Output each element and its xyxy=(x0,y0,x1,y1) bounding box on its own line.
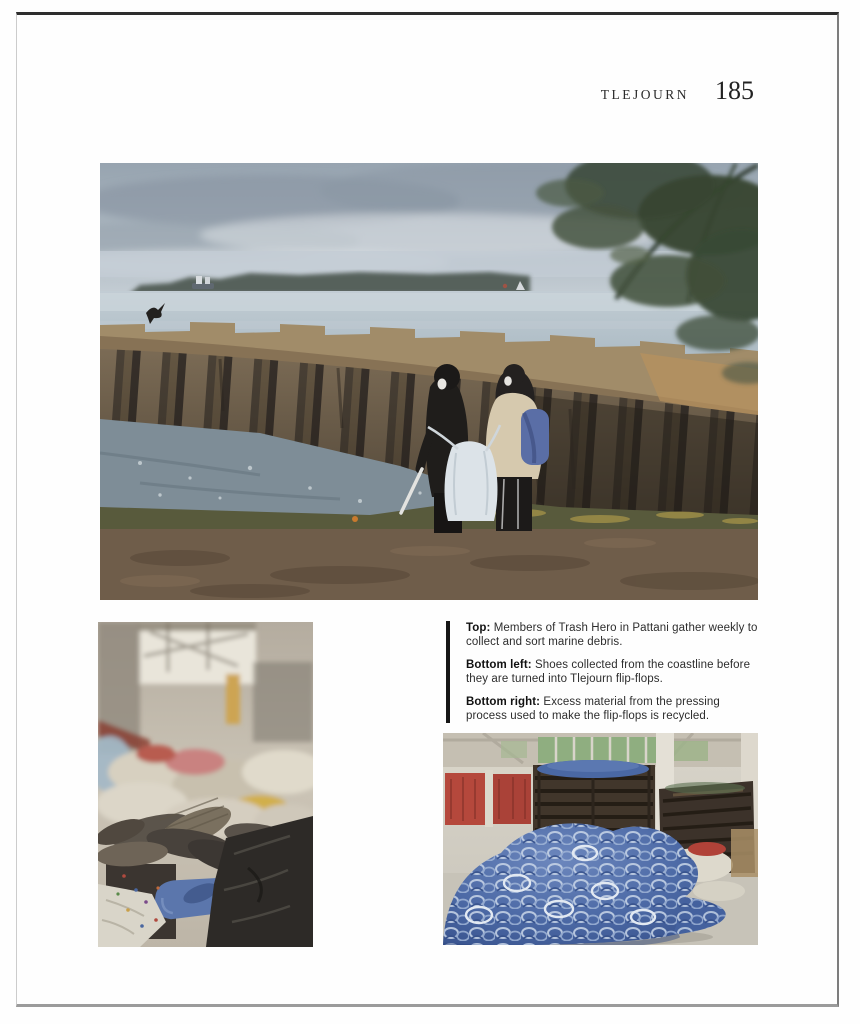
photo-bottom-right-offcuts xyxy=(443,733,758,945)
photo-bottom-left-shoes xyxy=(98,622,313,947)
caption-bottom-left xyxy=(466,658,758,686)
running-header xyxy=(601,76,754,106)
shoe-pile-photo-illustration xyxy=(98,622,313,947)
journal-title: TLEJOURN xyxy=(600,87,689,102)
caption-rule xyxy=(446,621,450,723)
caption-list xyxy=(466,621,758,723)
caption-top-label: Top: xyxy=(466,622,491,634)
caption-top xyxy=(466,621,758,649)
caption-bottom-right xyxy=(466,695,758,723)
caption-bottom-right-label: Bottom right: xyxy=(466,696,541,708)
caption-bottom-left-label: Bottom left: xyxy=(466,659,532,671)
caption-bottom-left-text: Shoes collected from the coastline before they are turned into Tlejourn flip-flops. xyxy=(466,659,751,685)
seawall-photo-illustration xyxy=(100,163,758,600)
page-number: 185 xyxy=(715,76,754,105)
offcut-pile-photo-illustration xyxy=(443,733,758,945)
photo-top-seawall xyxy=(100,163,758,600)
caption-bottom-right-text: Excess material from the pressing process used to make the flip-flops is recycled. xyxy=(466,696,720,722)
caption-block xyxy=(446,621,758,723)
caption-top-text: Members of Trash Hero in Pattani gather weekly to collect and sort marine debris. xyxy=(466,622,758,648)
